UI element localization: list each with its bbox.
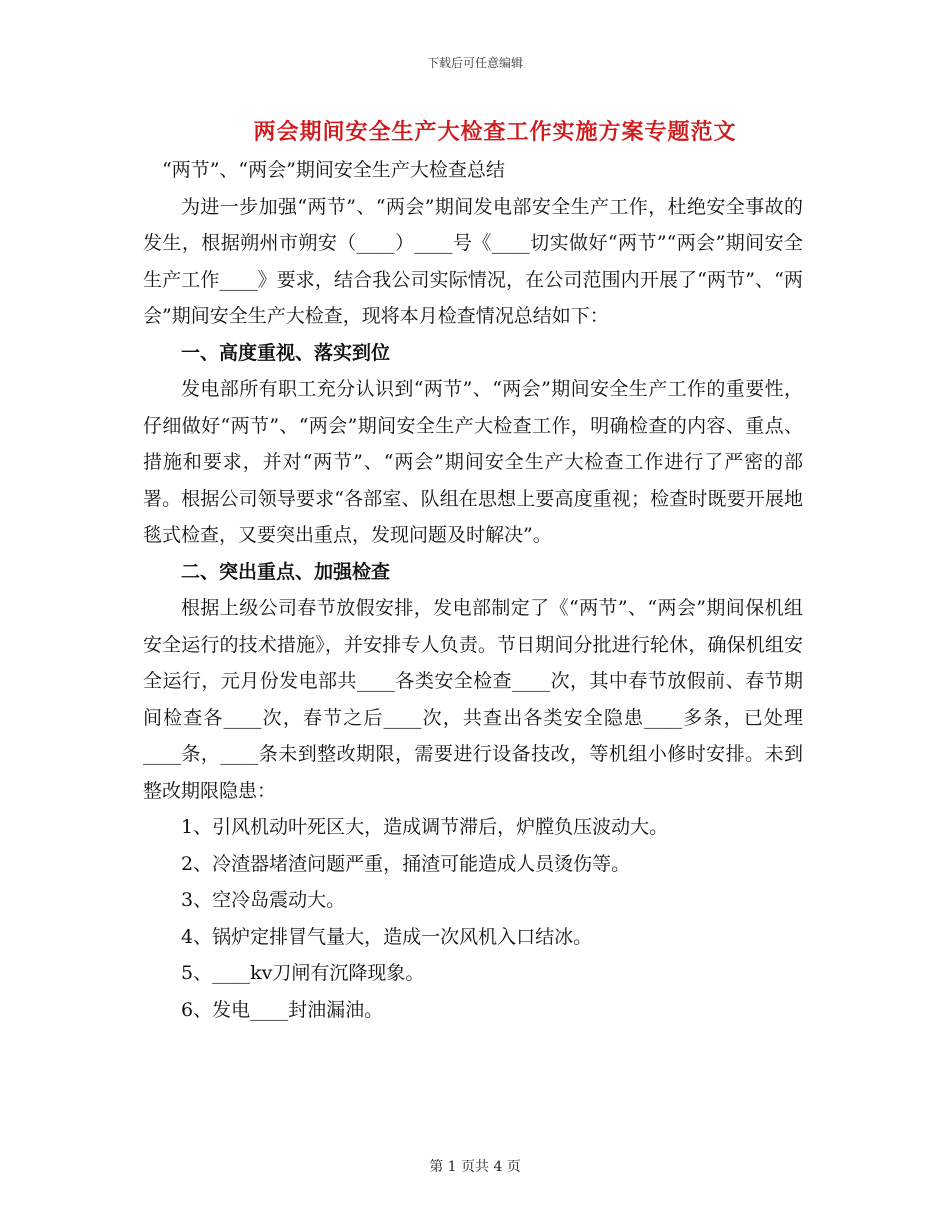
section-heading-2: 二、突出重点、加强检查	[181, 560, 391, 583]
document-title: 两会期间安全生产大检查工作实施方案专题范文	[253, 119, 737, 145]
intro-paragraph: 为进一步加强“两节”、“两会”期间发电部安全生产工作，杜绝安全事故的发生，根据朔州市朔安（____）____号《____切实做好“两节”“两会”期间安全生产工作____》要求，结合我公司实际情况，在公司范围内开展了“两节”、“两会”期间安全生产大检查，现将本月检查情况总结如下：	[143, 195, 803, 327]
list-item: 2、冷渣器堵渣问题严重，捅渣可能造成人员烫伤等。	[181, 852, 631, 875]
page-header: 下载后可任意编辑	[426, 56, 523, 70]
list-item: 4、锅炉定排冒气量大，造成一次风机入口结冰。	[181, 925, 593, 948]
page-footer: 第 1 页共 4 页	[429, 1159, 521, 1175]
list-item: 6、发电____封油漏油。	[181, 998, 384, 1021]
section-body-1: 发电部所有职工充分认识到“两节”、“两会”期间安全生产工作的重要性，仔细做好“两节”、“两会”期间安全生产大检查工作，明确检查的内容、重点、措施和要求，并对“两节”、“两会”期间安全生产大检查工作进行了严密的部署。根据公司领导要求“各部室、队组在思想上要高度重视；检查时既要开展地毯式检查，又要突出重点，发现问题及时解决”。	[143, 378, 803, 546]
section-heading-1: 一、高度重视、落实到位	[181, 341, 391, 364]
list-item: 3、空冷岛震动大。	[181, 889, 346, 911]
document-subtitle: “两节”、“两会”期间安全生产大检查总结	[162, 159, 505, 181]
document-body	[143, 152, 803, 1028]
list-item: 5、____kv刀闸有沉降现象。	[181, 962, 425, 984]
list-item: 1、引风机动叶死区大，造成调节滞后，炉膛负压波动大。	[181, 816, 669, 838]
section-body-2: 根据上级公司春节放假安排，发电部制定了《“两节”、“两会”期间保机组安全运行的技术措施》，并安排专人负责。节日期间分批进行轮休，确保机组安全运行，元月份发电部共____各类安全检查____次，其中春节放假前、春节期间检查各____次，春节之后____次，共查出各类安全隐患____多条，已处理____条，____条未到整改期限，需要进行设备技改，等机组小修时安排。未到整改期限隐患：	[143, 597, 803, 802]
